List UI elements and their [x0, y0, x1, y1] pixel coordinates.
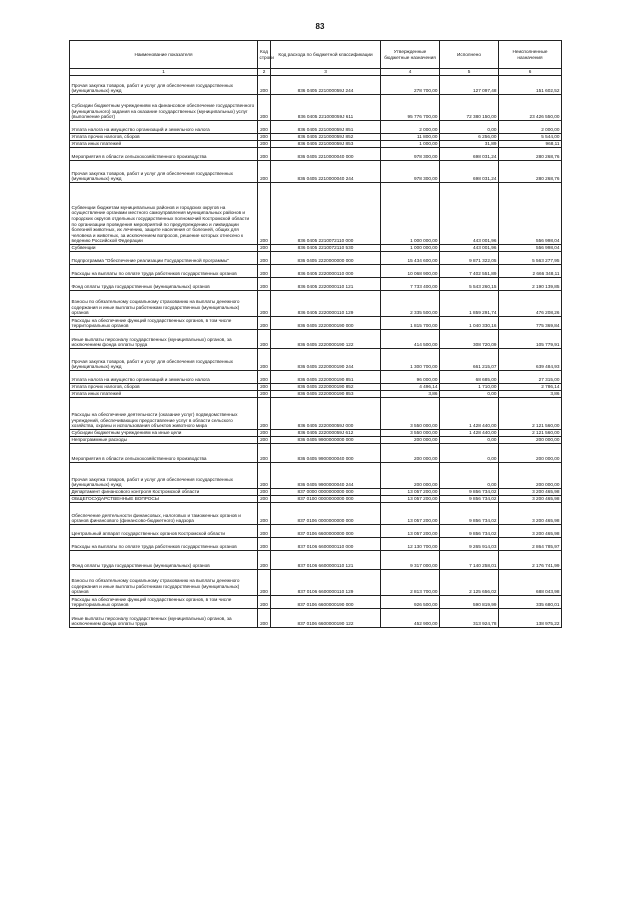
row-name: Субсидии бюджетным учреждениям на финансовое обеспечение государственного (муниципального) задания на оказание государственных (муниципальных) услуг (выполнение работ) — [70, 95, 258, 121]
budget-execution-table — [69, 40, 562, 628]
column-number: 3 — [271, 69, 381, 76]
row-line-code: 200 — [258, 538, 271, 551]
row-expense-code: 836 0405 2220000110 129 — [271, 291, 381, 317]
row-executed: 698 031,24 — [440, 148, 499, 161]
table-row — [70, 538, 562, 551]
row-unexecuted: 2 190 139,85 — [499, 278, 562, 291]
row-approved: 10 068 900,00 — [381, 265, 440, 278]
table-row — [70, 496, 562, 503]
row-line-code: 200 — [258, 121, 271, 134]
row-approved: 95 776 700,00 — [381, 95, 440, 121]
row-executed: 0,00 — [440, 121, 499, 134]
row-unexecuted: 138 975,22 — [499, 609, 562, 628]
row-approved: 200 000,00 — [381, 437, 440, 444]
row-unexecuted: 105 779,91 — [499, 330, 562, 349]
row-approved: 200 000,00 — [381, 444, 440, 463]
table-row — [70, 183, 562, 245]
row-executed: 0,00 — [440, 444, 499, 463]
table-row — [70, 252, 562, 265]
row-name: Расходы на обеспечение деятельности (оказание услуг) подведомственных учреждений, обеспечивающих предоставление услуг в области сельского хозяйства, охраны и использования объектов животного мира — [70, 398, 258, 430]
row-approved: 96 000,00 — [381, 371, 440, 384]
column-number: 4 — [381, 69, 440, 76]
row-executed: 590 819,99 — [440, 596, 499, 609]
row-approved: 3,86 — [381, 391, 440, 398]
row-unexecuted: 200 000,00 — [499, 437, 562, 444]
row-unexecuted: 3 200 465,98 — [499, 489, 562, 496]
row-approved: 2 813 700,00 — [381, 570, 440, 596]
row-unexecuted: 280 268,76 — [499, 148, 562, 161]
row-executed: 1 428 440,00 — [440, 430, 499, 437]
row-expense-code: 837 0100 0000000000 000 — [271, 496, 381, 503]
row-executed: 9 856 734,02 — [440, 496, 499, 503]
row-line-code: 200 — [258, 76, 271, 95]
row-name: Расходы на обеспечение функций государственных органов, в том числе территориальных органов — [70, 596, 258, 609]
row-name: Фонд оплаты труда государственных (муниципальных) органов — [70, 551, 258, 570]
page-number: 83 — [315, 22, 325, 31]
column-number: 1 — [70, 69, 258, 76]
row-approved: 3 550 000,00 — [381, 398, 440, 430]
table-row — [70, 437, 562, 444]
row-name: Мероприятия в области сельскохозяйственного производства — [70, 148, 258, 161]
row-line-code: 200 — [258, 503, 271, 525]
row-line-code: 200 — [258, 570, 271, 596]
row-name: Мероприятия в области сельскохозяйственного производства — [70, 444, 258, 463]
row-executed: 443 001,96 — [440, 183, 499, 245]
row-name: Прочая закупка товаров, работ и услуг для обеспечения государственных (муниципальных) нужд — [70, 161, 258, 183]
table-row — [70, 596, 562, 609]
row-name: ОБЩЕГОСУДАРСТВЕННЫЕ ВОПРОСЫ — [70, 496, 258, 503]
row-expense-code: 836 0405 222000059J 612 — [271, 430, 381, 437]
row-line-code: 200 — [258, 596, 271, 609]
row-unexecuted: 3 200 465,98 — [499, 496, 562, 503]
row-approved: 200 000,00 — [381, 463, 440, 489]
row-executed: 72 380 150,00 — [440, 95, 499, 121]
row-expense-code: 836 0405 221000059J 244 — [271, 76, 381, 95]
row-name: Уплата иных платежей — [70, 141, 258, 148]
row-name: Непрограммные расходы — [70, 437, 258, 444]
row-executed: 9 871 322,05 — [440, 252, 499, 265]
row-name: Уплата иных платежей — [70, 391, 258, 398]
row-line-code: 200 — [258, 265, 271, 278]
table-row — [70, 330, 562, 349]
row-unexecuted: 2 121 560,00 — [499, 398, 562, 430]
row-executed: 127 097,48 — [440, 76, 499, 95]
table-row — [70, 463, 562, 489]
table-row — [70, 349, 562, 371]
table-row — [70, 245, 562, 252]
row-approved: 978 300,00 — [381, 161, 440, 183]
row-expense-code: 836 0405 2210000040 000 — [271, 148, 381, 161]
row-approved: 9 317 000,00 — [381, 551, 440, 570]
row-unexecuted: 200 000,00 — [499, 463, 562, 489]
row-unexecuted: 27 315,00 — [499, 371, 562, 384]
row-approved: 11 800,00 — [381, 134, 440, 141]
row-executed: 698 031,24 — [440, 161, 499, 183]
row-expense-code: 836 0405 221000059J 611 — [271, 95, 381, 121]
row-executed: 1 710,00 — [440, 384, 499, 391]
row-approved: 414 500,00 — [381, 330, 440, 349]
row-approved: 452 900,00 — [381, 609, 440, 628]
row-line-code: 200 — [258, 148, 271, 161]
row-unexecuted: 968,11 — [499, 141, 562, 148]
row-name: Уплата прочих налогов, сборов — [70, 134, 258, 141]
row-unexecuted: 556 998,04 — [499, 183, 562, 245]
row-unexecuted: 2 864 785,97 — [499, 538, 562, 551]
row-expense-code: 836 0405 2220000190 851 — [271, 371, 381, 384]
row-approved: 1 000 000,00 — [381, 183, 440, 245]
table-row — [70, 265, 562, 278]
row-line-code: 200 — [258, 391, 271, 398]
table-row — [70, 134, 562, 141]
row-executed: 0,00 — [440, 391, 499, 398]
table-row — [70, 291, 562, 317]
table-row — [70, 141, 562, 148]
row-executed: 9 856 734,02 — [440, 503, 499, 525]
row-approved: 3 550 000,00 — [381, 430, 440, 437]
row-line-code: 200 — [258, 609, 271, 628]
row-name: Департамент финансового контроля Костромской области — [70, 489, 258, 496]
row-name: Прочая закупка товаров, работ и услуг для обеспечения государственных (муниципальных) нужд — [70, 349, 258, 371]
row-line-code: 200 — [258, 551, 271, 570]
row-name: Подпрограмма "Обеспечение реализации Государственной программы" — [70, 252, 258, 265]
table-row — [70, 161, 562, 183]
row-unexecuted: 200 000,00 — [499, 444, 562, 463]
row-executed: 6 256,00 — [440, 134, 499, 141]
row-expense-code: 836 0405 2220000190 852 — [271, 384, 381, 391]
row-approved: 1 300 700,00 — [381, 349, 440, 371]
row-line-code: 200 — [258, 161, 271, 183]
column-number-row — [70, 69, 562, 76]
row-executed: 9 265 914,03 — [440, 538, 499, 551]
row-executed: 443 001,96 — [440, 245, 499, 252]
row-approved: 2 335 500,00 — [381, 291, 440, 317]
row-expense-code: 836 0405 2220000000 000 — [271, 252, 381, 265]
row-executed: 308 720,09 — [440, 330, 499, 349]
row-executed: 1 040 330,16 — [440, 317, 499, 330]
row-name: Взносы по обязательному социальному страхованию на выплаты денежного содержания и иные выплаты работникам государственных (муниципальных) органов — [70, 570, 258, 596]
row-expense-code: 836 0405 2210072110 530 — [271, 245, 381, 252]
table-row — [70, 430, 562, 437]
table-row — [70, 76, 562, 95]
row-approved: 12 130 700,00 — [381, 538, 440, 551]
row-unexecuted: 2 176 741,99 — [499, 551, 562, 570]
row-unexecuted: 3 200 465,98 — [499, 525, 562, 538]
row-name: Иные выплаты персоналу государственных (муниципальных) органов, за исключением фонда оплаты труда — [70, 330, 258, 349]
row-name: Уплата налога на имущество организаций и земельного налога — [70, 121, 258, 134]
row-unexecuted: 5 563 277,95 — [499, 252, 562, 265]
row-name: Субвенции бюджетам муниципальных районов и городских округов на осуществление органами местного самоуправления муниципальных районов и городских округов отдельных государственных полномочий Костромской области по организации проведения мероприятий по предупреждению и ликвидации болезней животных, их лечению, защите населения от болезней, общих для человека и животных, за исключением вопросов, решение которых отнесено к ведению Российской Федерации — [70, 183, 258, 245]
row-executed: 7 140 258,01 — [440, 551, 499, 570]
row-line-code: 200 — [258, 317, 271, 330]
row-line-code: 200 — [258, 349, 271, 371]
row-expense-code: 837 0106 0000000000 000 — [271, 503, 381, 525]
row-unexecuted: 688 043,98 — [499, 570, 562, 596]
row-expense-code: 836 0405 2220000190 853 — [271, 391, 381, 398]
table-row — [70, 503, 562, 525]
row-executed: 9 856 734,02 — [440, 525, 499, 538]
row-name: Взносы по обязательному социальному страхованию на выплаты денежного содержания и иные выплаты работникам государственных (муниципальных) органов — [70, 291, 258, 317]
table-row — [70, 317, 562, 330]
row-approved: 13 057 200,00 — [381, 503, 440, 525]
row-approved: 2 000,00 — [381, 121, 440, 134]
row-unexecuted: 335 680,01 — [499, 596, 562, 609]
row-approved: 978 300,00 — [381, 148, 440, 161]
row-approved: 1 000,00 — [381, 141, 440, 148]
row-expense-code: 836 0405 9900000040 244 — [271, 463, 381, 489]
row-executed: 313 924,78 — [440, 609, 499, 628]
table-row — [70, 551, 562, 570]
row-line-code: 200 — [258, 444, 271, 463]
column-number: 5 — [440, 69, 499, 76]
row-name: Расходы на выплаты по оплате труда работников государственных органов — [70, 265, 258, 278]
row-expense-code: 836 0405 222000059J 000 — [271, 398, 381, 430]
row-line-code: 200 — [258, 141, 271, 148]
row-approved: 1 000 000,00 — [381, 245, 440, 252]
table-row — [70, 609, 562, 628]
row-expense-code: 836 0405 221000059J 852 — [271, 134, 381, 141]
row-expense-code: 837 0106 6600000110 129 — [271, 570, 381, 596]
row-executed: 2 125 656,02 — [440, 570, 499, 596]
row-name: Расходы на обеспечение функций государственных органов, в том числе территориальных органов — [70, 317, 258, 330]
row-expense-code: 837 0106 6600000110 000 — [271, 538, 381, 551]
row-line-code: 200 — [258, 183, 271, 245]
column-number: 2 — [258, 69, 271, 76]
row-expense-code: 836 0405 2220000190 000 — [271, 317, 381, 330]
row-expense-code: 836 0405 9900000000 000 — [271, 437, 381, 444]
row-line-code: 200 — [258, 245, 271, 252]
row-executed: 5 543 260,15 — [440, 278, 499, 291]
row-approved: 13 057 200,00 — [381, 496, 440, 503]
header-executed: Исполнено — [440, 41, 499, 69]
row-expense-code: 836 0405 2220000110 121 — [271, 278, 381, 291]
row-expense-code: 836 0405 2220000190 244 — [271, 349, 381, 371]
row-name: Прочая закупка товаров, работ и услуг для обеспечения государственных (муниципальных) нужд — [70, 463, 258, 489]
header-row — [70, 41, 562, 69]
row-unexecuted: 775 369,84 — [499, 317, 562, 330]
row-line-code: 200 — [258, 398, 271, 430]
row-executed: 661 215,07 — [440, 349, 499, 371]
row-expense-code: 836 0405 221000059J 851 — [271, 121, 381, 134]
row-executed: 68 685,00 — [440, 371, 499, 384]
row-line-code: 200 — [258, 278, 271, 291]
table-row — [70, 95, 562, 121]
row-unexecuted: 2 666 348,11 — [499, 265, 562, 278]
header-expense-code: Код расхода по бюджетной классификации — [271, 41, 381, 69]
row-expense-code: 837 0106 6600000000 000 — [271, 525, 381, 538]
row-name: Фонд оплаты труда государственных (муниципальных) органов — [70, 278, 258, 291]
row-line-code: 200 — [258, 371, 271, 384]
table-row — [70, 148, 562, 161]
row-executed: 7 402 551,89 — [440, 265, 499, 278]
table-row — [70, 121, 562, 134]
row-executed: 1 428 440,00 — [440, 398, 499, 430]
row-name: Обеспечение деятельности финансовых, налоговых и таможенных органов и органов финансового (финансово-бюджетного) надзора — [70, 503, 258, 525]
row-approved: 1 815 700,00 — [381, 317, 440, 330]
header-unexecuted: Неисполненные назначения — [499, 41, 562, 69]
row-approved: 278 700,00 — [381, 76, 440, 95]
row-expense-code: 836 0405 2210072110 000 — [271, 183, 381, 245]
row-executed: 0,00 — [440, 463, 499, 489]
row-unexecuted: 476 208,26 — [499, 291, 562, 317]
row-line-code: 200 — [258, 463, 271, 489]
row-approved: 15 434 600,00 — [381, 252, 440, 265]
row-approved: 7 733 400,00 — [381, 278, 440, 291]
row-approved: 13 057 200,00 — [381, 489, 440, 496]
row-unexecuted: 3,86 — [499, 391, 562, 398]
row-name: Субвенции — [70, 245, 258, 252]
row-expense-code: 836 0405 2220000110 000 — [271, 265, 381, 278]
row-name: Центральный аппарат государственных органов Костромской области — [70, 525, 258, 538]
row-executed: 1 859 291,74 — [440, 291, 499, 317]
row-name: Уплата прочих налогов, сборов — [70, 384, 258, 391]
header-approved: Утвержденные бюджетные назначения — [381, 41, 440, 69]
table-row — [70, 444, 562, 463]
row-unexecuted: 2 121 560,00 — [499, 430, 562, 437]
row-line-code: 200 — [258, 95, 271, 121]
row-approved: 926 500,00 — [381, 596, 440, 609]
row-expense-code: 836 0405 9900000040 000 — [271, 444, 381, 463]
row-name: Субсидии бюджетным учреждениям на иные цели — [70, 430, 258, 437]
row-executed: 31,89 — [440, 141, 499, 148]
row-expense-code: 836 0405 221000059J 853 — [271, 141, 381, 148]
row-executed: 0,00 — [440, 437, 499, 444]
row-unexecuted: 5 544,00 — [499, 134, 562, 141]
row-line-code: 200 — [258, 384, 271, 391]
header-name: Наименование показателя — [70, 41, 258, 69]
row-line-code: 200 — [258, 252, 271, 265]
table-row — [70, 278, 562, 291]
table-row — [70, 525, 562, 538]
row-name: Уплата налога на имущество организаций и земельного налога — [70, 371, 258, 384]
table-row — [70, 371, 562, 384]
table-row — [70, 489, 562, 496]
row-expense-code: 837 0106 6600000110 121 — [271, 551, 381, 570]
table-row — [70, 391, 562, 398]
row-unexecuted: 639 484,93 — [499, 349, 562, 371]
row-expense-code: 836 0405 2210000040 244 — [271, 161, 381, 183]
row-expense-code: 837 0106 6600000190 122 — [271, 609, 381, 628]
row-unexecuted: 23 426 550,00 — [499, 95, 562, 121]
row-line-code: 200 — [258, 291, 271, 317]
header-line-code: Код строки — [258, 41, 271, 69]
row-expense-code: 836 0405 2220000190 122 — [271, 330, 381, 349]
row-line-code: 200 — [258, 496, 271, 503]
row-line-code: 200 — [258, 430, 271, 437]
row-approved: 13 057 200,00 — [381, 525, 440, 538]
table-row — [70, 570, 562, 596]
row-expense-code: 837 0106 6600000190 000 — [271, 596, 381, 609]
row-name: Иные выплаты персоналу государственных (муниципальных) органов, за исключением фонда оплаты труда — [70, 609, 258, 628]
row-line-code: 200 — [258, 489, 271, 496]
row-approved: 4 496,14 — [381, 384, 440, 391]
row-name: Прочая закупка товаров, работ и услуг для обеспечения государственных (муниципальных) нужд — [70, 76, 258, 95]
row-unexecuted: 280 268,76 — [499, 161, 562, 183]
row-line-code: 200 — [258, 330, 271, 349]
row-expense-code: 837 0000 0000000000 000 — [271, 489, 381, 496]
table-row — [70, 384, 562, 391]
table-row — [70, 398, 562, 430]
column-number: 6 — [499, 69, 562, 76]
row-unexecuted: 2 000,00 — [499, 121, 562, 134]
row-line-code: 200 — [258, 134, 271, 141]
row-executed: 9 856 734,02 — [440, 489, 499, 496]
row-unexecuted: 3 200 465,98 — [499, 503, 562, 525]
row-line-code: 200 — [258, 437, 271, 444]
row-unexecuted: 151 602,52 — [499, 76, 562, 95]
row-line-code: 200 — [258, 525, 271, 538]
row-unexecuted: 2 786,14 — [499, 384, 562, 391]
row-name: Расходы на выплаты по оплате труда работников государственных органов — [70, 538, 258, 551]
row-unexecuted: 556 998,04 — [499, 245, 562, 252]
